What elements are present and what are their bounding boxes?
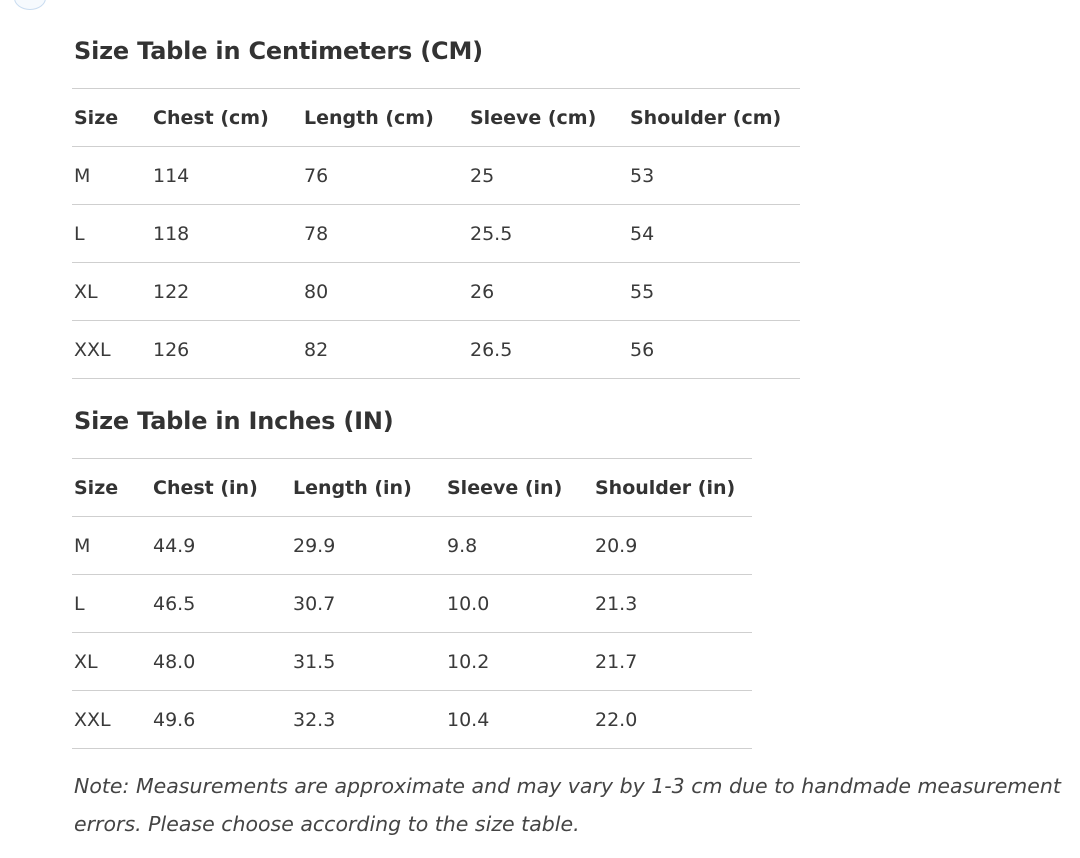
cell-shoulder: 20.9 [593,517,752,575]
cell-length: 29.9 [291,517,445,575]
in-table-title: Size Table in Inches (IN) [74,407,394,435]
column-header-size: Size [72,459,151,517]
cell-length: 31.5 [291,633,445,691]
table-row [72,147,800,205]
table-row [72,205,800,263]
cell-sleeve: 26 [468,263,628,321]
cell-shoulder: 21.3 [593,575,752,633]
cell-chest: 126 [151,321,302,379]
cell-shoulder: 53 [628,147,800,205]
cell-size: XL [72,263,151,321]
cell-shoulder: 54 [628,205,800,263]
column-header-shoulder: Shoulder (cm) [628,89,800,147]
cell-size: XL [72,633,151,691]
column-header-size: Size [72,89,151,147]
table-row [72,517,752,575]
cell-chest: 48.0 [151,633,291,691]
size-table-cm [72,88,800,379]
measurement-note: Note: Measurements are approximate and may vary by 1-3 cm due to handmade measurement errors. Please choose according to the size table. [74,774,1061,836]
cell-size: L [72,575,151,633]
table-row [72,263,800,321]
column-header-chest: Chest (in) [151,459,291,517]
cell-chest: 114 [151,147,302,205]
cell-sleeve: 9.8 [445,517,593,575]
cell-length: 78 [302,205,468,263]
cell-size: M [72,517,151,575]
cell-size: XXL [72,691,151,749]
column-header-sleeve: Sleeve (in) [445,459,593,517]
size-table-in [72,458,752,749]
cell-shoulder: 56 [628,321,800,379]
table-row [72,575,752,633]
cell-chest: 49.6 [151,691,291,749]
cm-table-title: Size Table in Centimeters (CM) [74,37,483,65]
cell-sleeve: 10.0 [445,575,593,633]
table-row [72,321,800,379]
table-row [72,633,752,691]
column-header-length: Length (cm) [302,89,468,147]
cell-chest: 118 [151,205,302,263]
cell-size: M [72,147,151,205]
cell-length: 30.7 [291,575,445,633]
table-row [72,691,752,749]
cell-chest: 46.5 [151,575,291,633]
cell-shoulder: 22.0 [593,691,752,749]
column-header-length: Length (in) [291,459,445,517]
cell-length: 80 [302,263,468,321]
cell-shoulder: 21.7 [593,633,752,691]
column-header-chest: Chest (cm) [151,89,302,147]
cell-sleeve: 26.5 [468,321,628,379]
cell-sleeve: 10.4 [445,691,593,749]
cell-length: 82 [302,321,468,379]
column-header-sleeve: Sleeve (cm) [468,89,628,147]
cell-shoulder: 55 [628,263,800,321]
cell-chest: 44.9 [151,517,291,575]
column-header-shoulder: Shoulder (in) [593,459,752,517]
cell-length: 32.3 [291,691,445,749]
decorative-circle-icon [14,0,46,10]
cell-size: XXL [72,321,151,379]
cell-size: L [72,205,151,263]
cell-chest: 122 [151,263,302,321]
cell-sleeve: 25.5 [468,205,628,263]
cell-sleeve: 25 [468,147,628,205]
cell-length: 76 [302,147,468,205]
cell-sleeve: 10.2 [445,633,593,691]
table-header-row [72,89,800,147]
table-header-row [72,459,752,517]
